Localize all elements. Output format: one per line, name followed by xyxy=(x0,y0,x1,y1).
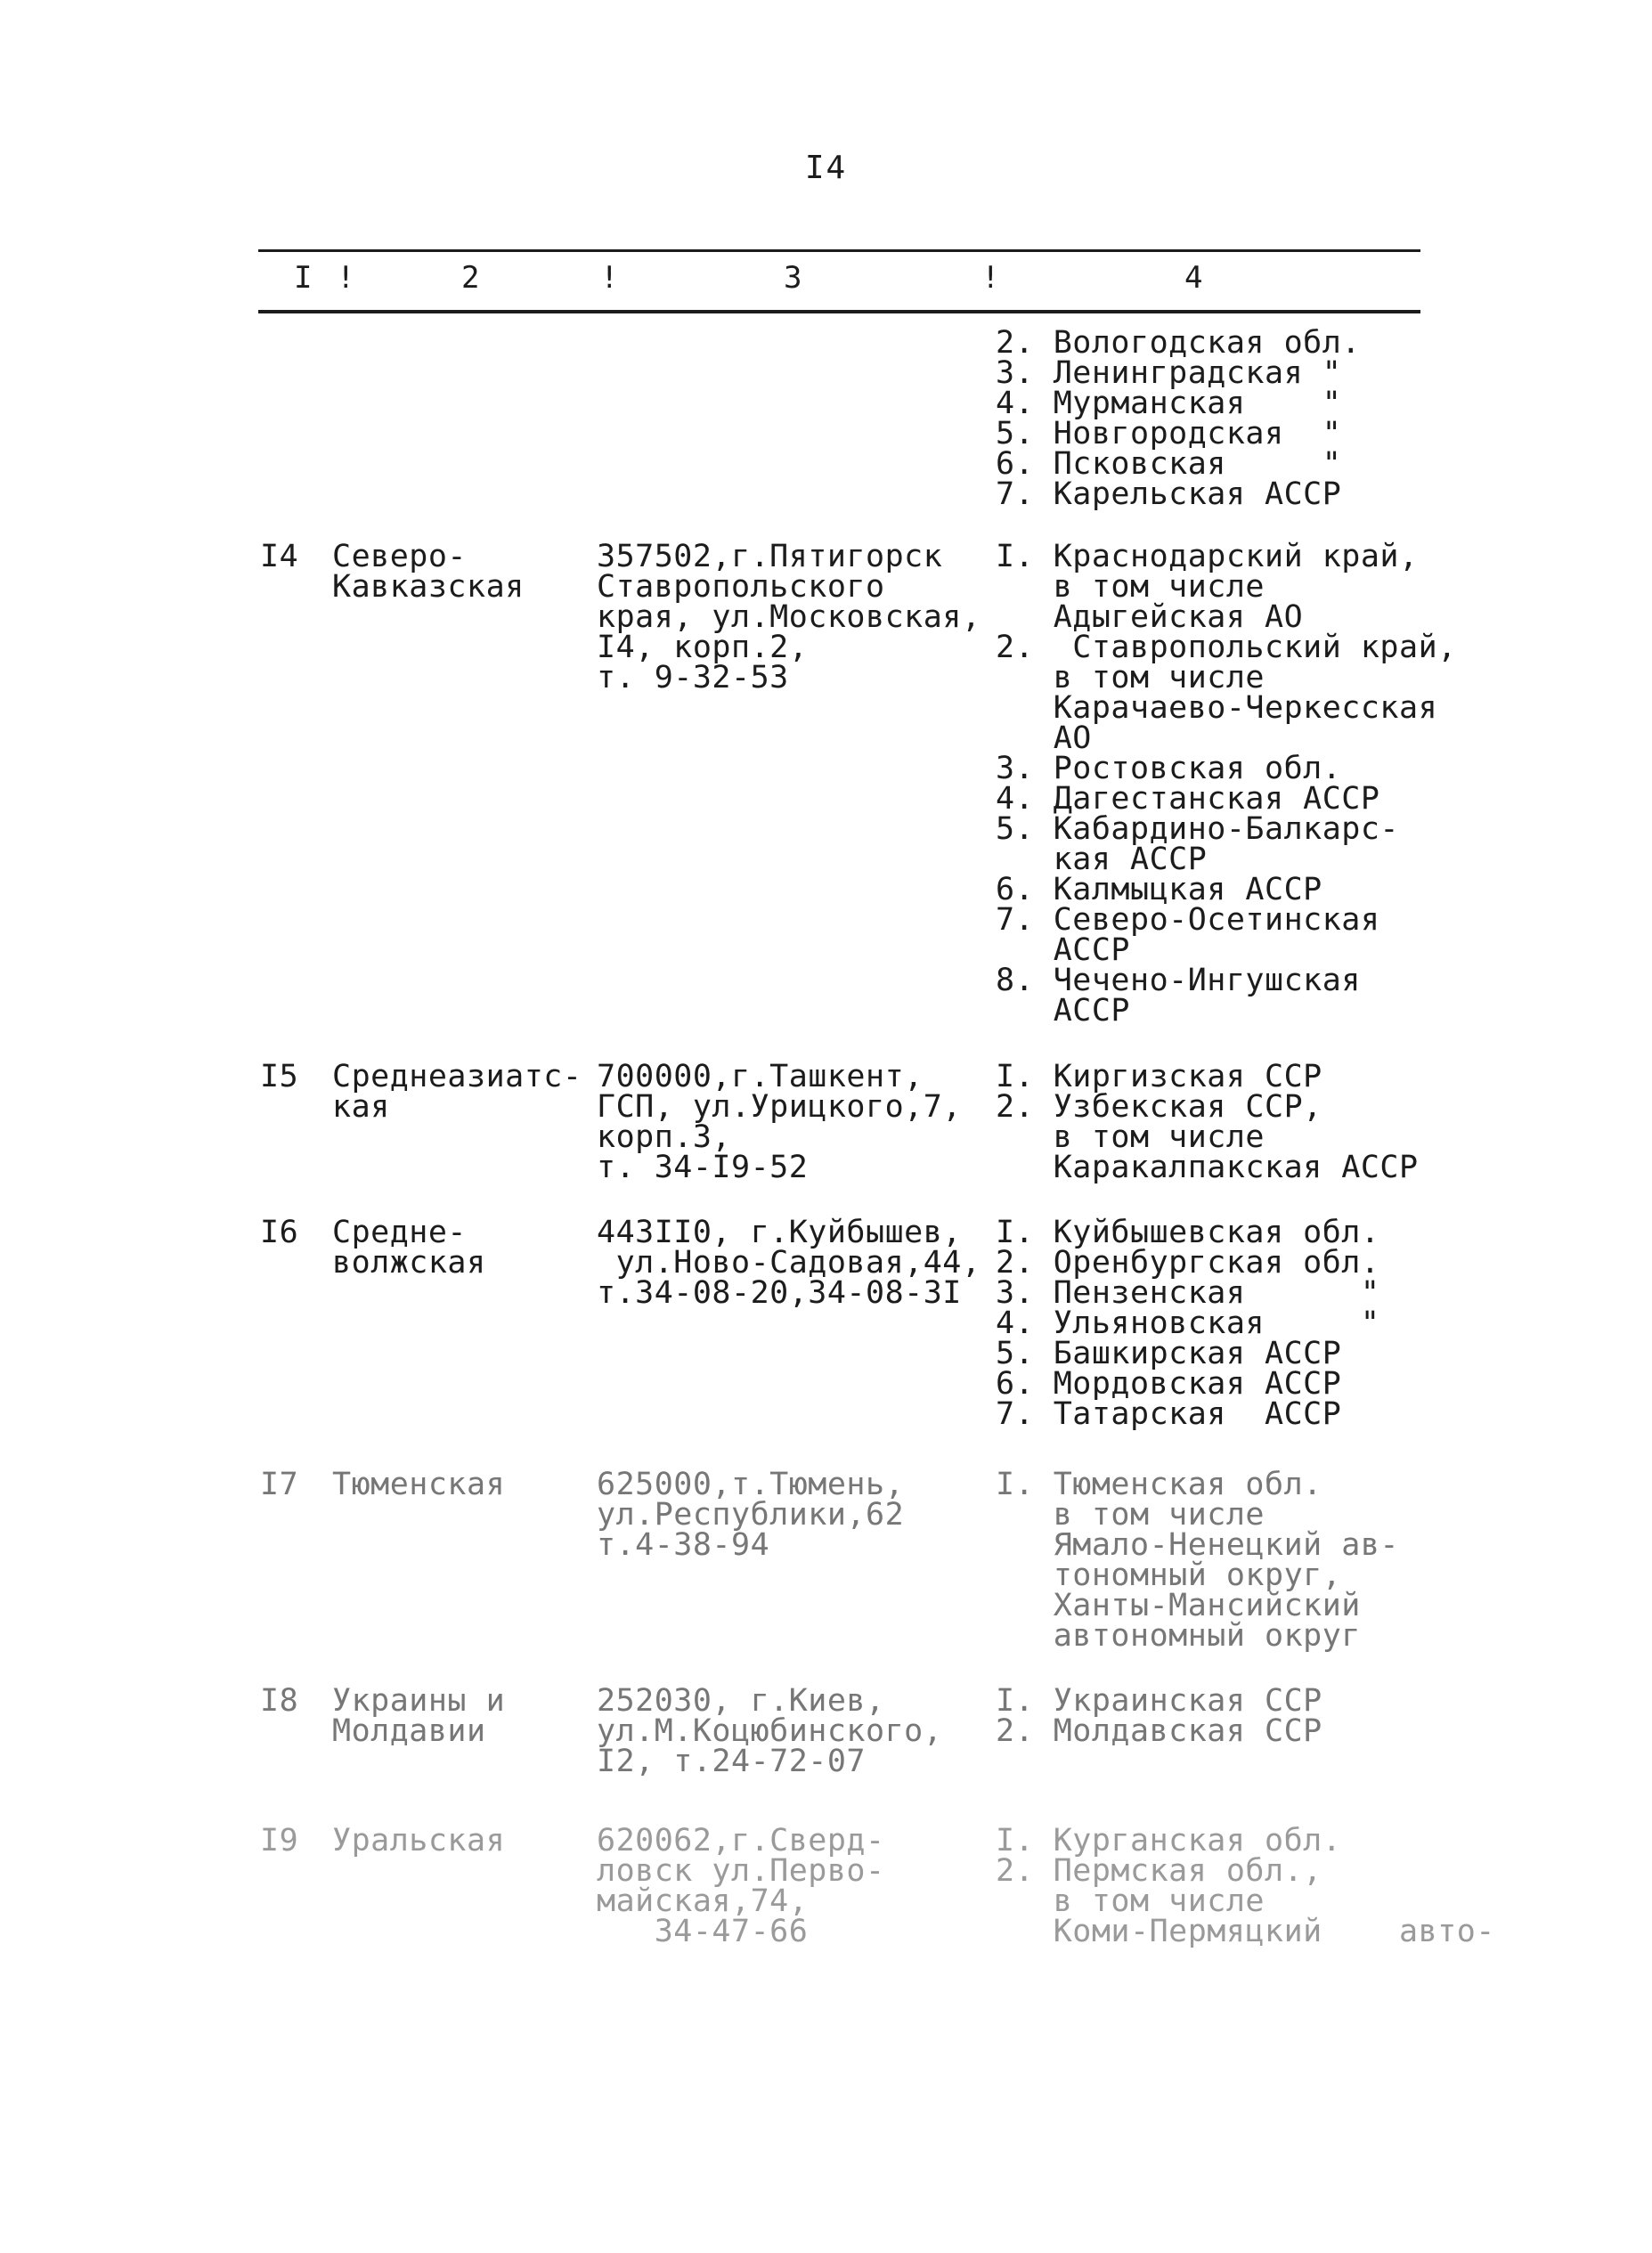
header-separator: ! xyxy=(337,260,355,296)
served-regions-line: в том числе xyxy=(996,660,1265,695)
served-regions-line: 4. Дагестанская АССР xyxy=(996,781,1380,817)
header-col1: I xyxy=(294,260,313,296)
served-regions-line: Коми-Пермяцкий авто- xyxy=(996,1914,1495,1949)
board-name-line: Кавказская xyxy=(332,569,525,605)
board-name-line: Среднеазиатс- xyxy=(332,1059,582,1094)
served-regions-line: 4. Ульяновская " xyxy=(996,1305,1380,1341)
row-number: I6 xyxy=(260,1215,299,1250)
board-name-line: Молдавии xyxy=(332,1713,486,1749)
board-name-line: кая xyxy=(332,1089,390,1125)
board-address xyxy=(597,1061,962,1183)
header-separator: ! xyxy=(600,260,619,296)
board-address-line: т.4-38-94 xyxy=(597,1527,770,1563)
served-regions-line: Каракалпакская АССР xyxy=(996,1150,1419,1185)
header-col4: 4 xyxy=(1184,260,1203,296)
table-top-rule xyxy=(258,249,1420,252)
board-address-line: ул.Ново-Садовая,44, xyxy=(597,1245,981,1281)
served-regions-line: 2. Пермская обл., xyxy=(996,1853,1322,1889)
board-address-line: 620062,г.Сверд- xyxy=(597,1823,885,1859)
served-regions-line: I. Тюменская обл. xyxy=(996,1467,1322,1502)
board-name-line: Тюменская xyxy=(332,1467,506,1502)
board-address-line: края, ул.Московская, xyxy=(597,599,981,635)
served-regions xyxy=(996,1823,1495,1949)
served-regions-line: АССР xyxy=(996,993,1131,1029)
served-regions-line: 5. Кабардино-Балкарс- xyxy=(996,811,1400,847)
board-address-line: т.34-08-20,34-08-3I xyxy=(597,1275,962,1311)
board-name xyxy=(332,1215,486,1281)
served-regions xyxy=(996,325,1361,512)
board-name-line: Средне- xyxy=(332,1215,468,1250)
served-regions-line: автономный округ xyxy=(996,1618,1361,1654)
served-regions-line: в том числе xyxy=(996,1497,1265,1533)
board-address-line: т. 9-32-53 xyxy=(597,660,789,695)
row-number: I7 xyxy=(260,1467,299,1502)
table-header-rule xyxy=(258,310,1420,313)
board-address xyxy=(597,1467,905,1563)
row-number: I8 xyxy=(260,1683,299,1719)
served-regions-line: 5. Башкирская АССР xyxy=(996,1336,1342,1371)
board-name xyxy=(332,1469,505,1500)
served-regions xyxy=(996,539,1457,1029)
board-address xyxy=(597,1215,981,1311)
served-regions-line: 5. Новгородская " xyxy=(996,416,1342,451)
board-name xyxy=(332,1823,506,1859)
served-regions-line: I. Киргизская ССР xyxy=(996,1059,1322,1094)
board-address-line: майская,74, xyxy=(597,1883,809,1919)
row-number: I5 xyxy=(260,1059,299,1094)
served-regions-line: 2. Ставропольский край, xyxy=(996,630,1457,665)
served-regions-line: 6. Калмыцкая АССР xyxy=(996,872,1322,907)
page-number: I4 xyxy=(804,150,848,186)
served-regions-line: в том числе xyxy=(996,1883,1265,1919)
board-address xyxy=(597,1683,943,1779)
board-address-line: I4, корп.2, xyxy=(597,630,809,665)
board-address-line: т. 34-I9-52 xyxy=(597,1150,809,1185)
served-regions-line: Ямало-Ненецкий ав- xyxy=(996,1527,1400,1563)
served-regions-line: 8. Чечено-Ингушская xyxy=(996,963,1361,998)
row-number: I4 xyxy=(260,539,299,574)
served-regions-line: тономный округ, xyxy=(996,1558,1342,1593)
header-separator: ! xyxy=(981,260,1000,296)
served-regions-line: кая АССР xyxy=(996,842,1208,877)
served-regions-line: 2. Оренбургская обл. xyxy=(996,1245,1380,1281)
served-regions-line: Адыгейская АО xyxy=(996,599,1304,635)
header-col2: 2 xyxy=(461,260,480,296)
served-regions-line: 3. Ростовская обл. xyxy=(996,751,1342,786)
board-address xyxy=(597,541,981,693)
served-regions xyxy=(996,1061,1419,1183)
board-address-line: 34-47-66 xyxy=(597,1914,809,1949)
served-regions-line: 6. Псковская " xyxy=(996,446,1342,482)
served-regions-line: 3. Ленинградская " xyxy=(996,355,1342,391)
board-address-line: 357502,г.Пятигорск xyxy=(597,539,943,574)
board-name-line: Уральская xyxy=(332,1823,506,1859)
served-regions-line: Ханты-Мансийский xyxy=(996,1588,1361,1623)
board-name-line: Украины и xyxy=(332,1683,506,1719)
served-regions-line: Карачаево-Черкесская xyxy=(996,690,1438,726)
served-regions-line: 2. Молдавская ССР xyxy=(996,1713,1322,1749)
served-regions-line: 7. Северо-Осетинская xyxy=(996,902,1380,938)
board-address-line: 443II0, г.Куйбышев, xyxy=(597,1215,962,1250)
served-regions-line: 3. Пензенская " xyxy=(996,1275,1380,1311)
board-name xyxy=(332,1683,506,1749)
served-regions xyxy=(996,1215,1380,1432)
served-regions-line: АССР xyxy=(996,932,1131,968)
board-address-line: ГСП, ул.Урицкого,7, xyxy=(597,1089,962,1125)
served-regions-line: 2. Вологодская обл. xyxy=(996,325,1361,361)
board-address-line: ул.Республики,62 xyxy=(597,1497,905,1533)
board-address-line: ловск ул.Перво- xyxy=(597,1853,885,1889)
board-address xyxy=(597,1823,885,1949)
served-regions xyxy=(996,1683,1322,1749)
served-regions-line: 2. Узбекская ССР, xyxy=(996,1089,1322,1125)
header-col3: 3 xyxy=(784,260,802,296)
board-name-line: Северо- xyxy=(332,539,468,574)
board-address-line: 700000,г.Ташкент, xyxy=(597,1059,924,1094)
board-address-line: 625000,т.Тюмень, xyxy=(597,1467,905,1502)
board-address-line: Ставропольского xyxy=(597,569,885,605)
served-regions-line: 4. Мурманская " xyxy=(996,386,1342,421)
served-regions-line: I. Куйбышевская обл. xyxy=(996,1215,1380,1250)
served-regions-line: в том числе xyxy=(996,569,1265,605)
board-address-line: 252030, г.Киев, xyxy=(597,1683,885,1719)
board-address-line: корп.3, xyxy=(597,1119,732,1155)
served-regions-line: I. Краснодарский край, xyxy=(996,539,1419,574)
served-regions-line: 7. Карельская АССР xyxy=(996,476,1342,512)
row-number: I9 xyxy=(260,1823,299,1859)
served-regions-line: АО xyxy=(996,720,1092,756)
board-address-line: ул.М.Коцюбинского, xyxy=(597,1713,943,1749)
served-regions-line: I. Украинская ССР xyxy=(996,1683,1322,1719)
board-name-line: волжская xyxy=(332,1245,486,1281)
served-regions-line: 6. Мордовская АССР xyxy=(996,1366,1342,1402)
served-regions xyxy=(996,1467,1400,1654)
board-address-line: I2, т.24-72-07 xyxy=(597,1744,867,1779)
served-regions-line: в том числе xyxy=(996,1119,1265,1155)
board-name xyxy=(332,539,525,605)
served-regions-line: I. Курганская обл. xyxy=(996,1823,1342,1859)
board-name xyxy=(332,1059,582,1125)
served-regions-line: 7. Татарская АССР xyxy=(996,1396,1342,1432)
